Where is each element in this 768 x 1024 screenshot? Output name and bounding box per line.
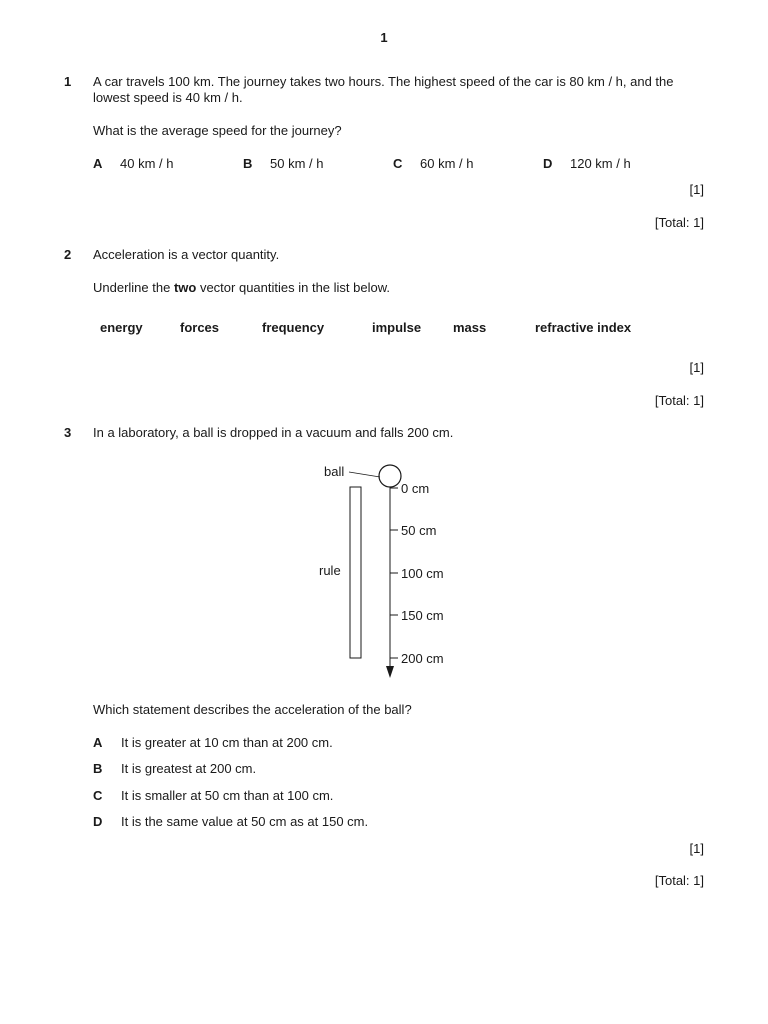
question-2-mark: [1]	[689, 360, 704, 375]
question-3-number: 3	[64, 425, 72, 440]
q1-option-a-text: 40 km / h	[120, 156, 174, 171]
question-3-total: [Total: 1]	[654, 873, 704, 888]
scale-label-150: 150 cm	[401, 608, 444, 623]
scale-label-50: 50 cm	[401, 523, 437, 538]
question-3-prompt: Which statement describes the acceleration of the ball?	[93, 702, 412, 717]
q3-option-d-text: It is the same value at 50 cm as at 150 cm.	[121, 814, 369, 829]
word-forces[interactable]: forces	[180, 320, 220, 335]
word-impulse[interactable]: impulse	[372, 320, 422, 335]
question-3-mark: [1]	[689, 841, 704, 856]
q3-option-b-letter: B	[93, 761, 103, 776]
scale-label-0: 0 cm	[401, 481, 430, 496]
ball	[379, 465, 401, 487]
rule	[350, 487, 361, 658]
q1-option-c-letter: C	[393, 156, 403, 171]
rule-label: rule	[319, 563, 341, 578]
q1-option-d-letter: D	[543, 156, 553, 171]
q1-option-d-text: 120 km / h	[570, 156, 631, 171]
q3-option-c-text: It is smaller at 50 cm than at 100 cm.	[121, 788, 334, 803]
arrow-head-icon	[386, 666, 394, 678]
q3-option-b-text: It is greatest at 200 cm.	[121, 761, 257, 776]
question-3-text: In a laboratory, a ball is dropped in a vacuum and falls 200 cm.	[93, 425, 454, 440]
question-1-total: [Total: 1]	[654, 215, 704, 230]
scale-label-200: 200 cm	[401, 651, 444, 666]
q2-prompt-bold: two	[173, 280, 197, 295]
question-1-prompt: What is the average speed for the journey?	[93, 123, 342, 138]
question-1-mark: [1]	[689, 182, 704, 197]
q3-option-d-letter: D	[93, 814, 103, 829]
word-refractive-index[interactable]: refractive index	[535, 320, 632, 335]
question-2-number: 2	[64, 247, 72, 262]
question-1-text: A car travels 100 km. The journey takes two hours. The highest speed of the car is 80 km / h, and the lowest speed is 40 km / h.	[93, 74, 674, 105]
q1-option-a-letter: A	[93, 156, 103, 171]
q1-option-b-letter: B	[243, 156, 253, 171]
question-2-prompt	[93, 280, 390, 296]
word-energy[interactable]: energy	[100, 320, 143, 335]
word-frequency[interactable]: frequency	[262, 320, 325, 335]
q1-option-c-text: 60 km / h	[420, 156, 474, 171]
word-mass[interactable]: mass	[453, 320, 487, 335]
q3-option-c-letter: C	[93, 788, 103, 803]
question-2-text: Acceleration is a vector quantity.	[93, 247, 280, 262]
q2-prompt-before: Underline the	[93, 280, 174, 295]
q1-option-b-text: 50 km / h	[270, 156, 324, 171]
q3-option-a-letter: A	[93, 735, 103, 750]
question-2-total: [Total: 1]	[654, 393, 704, 408]
q2-prompt-after: vector quantities in the list below.	[196, 280, 391, 295]
scale-label-100: 100 cm	[401, 566, 444, 581]
ball-leader-line	[349, 472, 380, 477]
page-number: 1	[380, 30, 388, 45]
q3-option-a-text: It is greater at 10 cm than at 200 cm.	[121, 735, 333, 750]
falling-ball-diagram	[300, 455, 480, 685]
ball-label: ball	[324, 464, 345, 479]
question-1-number: 1	[64, 74, 72, 89]
